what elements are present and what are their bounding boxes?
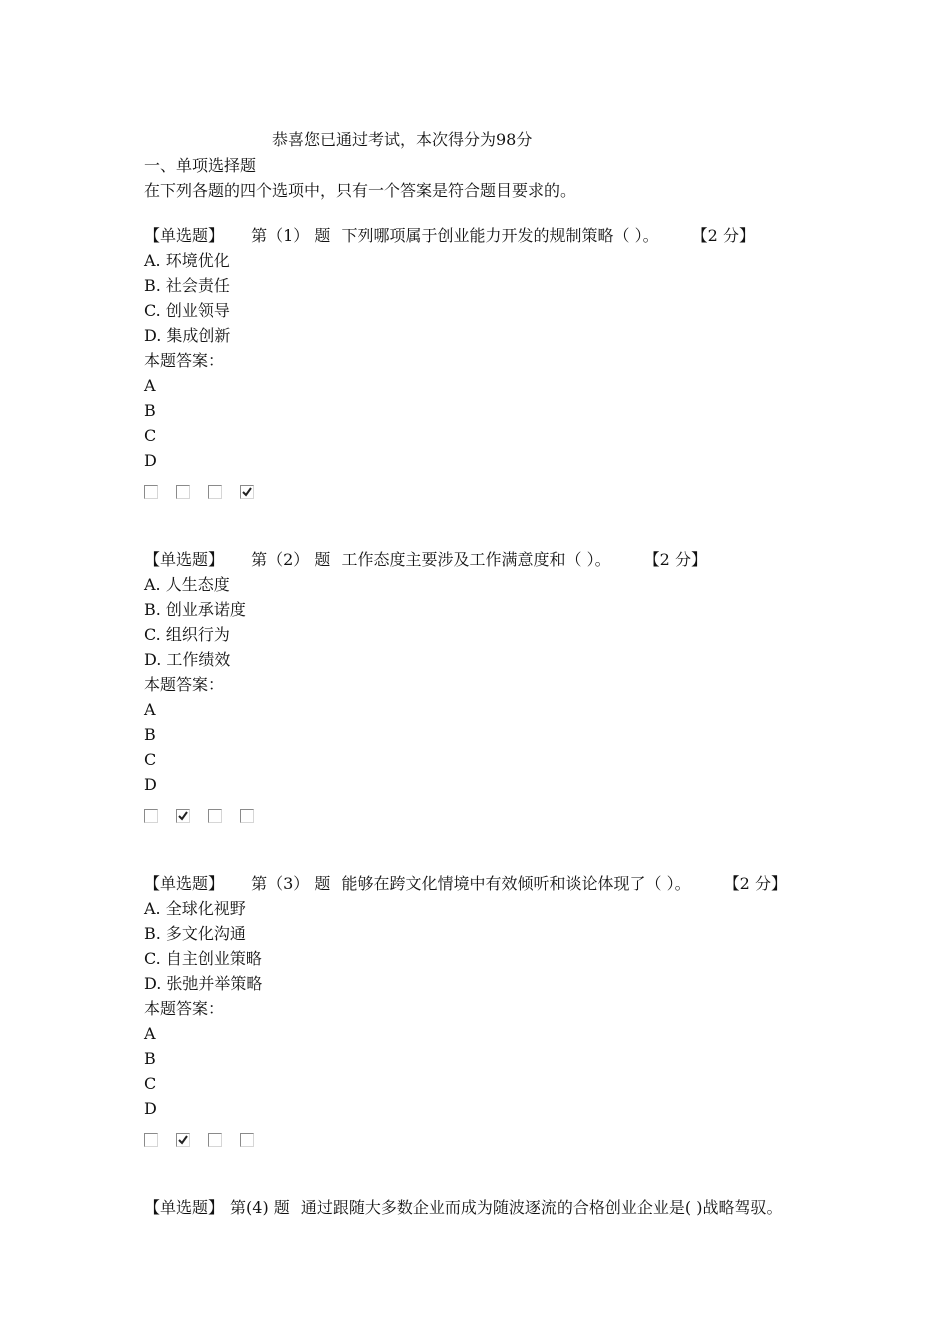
option-b: B. 多文化沟通 [144,924,246,943]
checkbox-a[interactable] [144,1133,158,1147]
answer-choice-c: C [144,426,157,445]
option-c: C. 创业领导 [144,301,230,320]
option-a: A. 人生态度 [144,575,230,594]
checkbox-d[interactable] [240,809,254,823]
checkbox-c[interactable] [208,809,222,823]
question-score: 【2 分】 [643,550,707,569]
answer-choice-d: D [144,1099,157,1118]
answer-choice-b: B [144,401,156,420]
question-number: 第（1） 题 [251,226,331,245]
answer-choice-c: C [144,1074,157,1093]
checkmark-icon [177,1134,189,1146]
checkbox-d[interactable] [240,485,254,499]
checkbox-d[interactable] [240,1133,254,1147]
section-title: 一、单项选择题 [144,156,257,175]
answer-choice-d: D [144,775,157,794]
section-description: 在下列各题的四个选项中，只有一个答案是符合题目要求的。 [144,181,577,200]
question-stem: 工作态度主要涉及工作满意度和（ ）。 [341,550,611,569]
answer-label: 本题答案： [144,999,225,1018]
question-2 [144,547,904,825]
checkbox-b[interactable] [176,485,190,499]
option-b: B. 社会责任 [144,276,230,295]
question-type: 【单选题】 [144,550,225,569]
question-header [144,547,904,572]
question-score: 【2 分】 [691,226,755,245]
question-1 [144,223,904,501]
answer-checkboxes [144,1133,904,1149]
answer-choice-b: B [144,1049,156,1068]
question-type: 【单选题】 [144,1198,225,1217]
checkmark-icon [241,486,253,498]
option-a: A. 全球化视野 [144,899,246,918]
option-d: D. 张弛并举策略 [144,974,263,993]
answer-choice-d: D [144,451,157,470]
answer-choice-b: B [144,725,156,744]
answer-choice-a: A [144,376,156,395]
question-score: 【2 分】 [723,874,787,893]
answer-checkboxes [144,485,904,501]
option-d: D. 集成创新 [144,326,231,345]
question-stem: 下列哪项属于创业能力开发的规制策略（ ）。 [341,226,659,245]
result-banner: 恭喜您已通过考试，本次得分为98分 [272,130,533,149]
option-a: A. 环境优化 [144,251,230,270]
question-type: 【单选题】 [144,226,225,245]
checkmark-icon [177,810,189,822]
answer-choice-c: C [144,750,157,769]
checkbox-c[interactable] [208,485,222,499]
checkbox-c[interactable] [208,1133,222,1147]
checkbox-b[interactable] [176,809,190,823]
option-c: C. 自主创业策略 [144,949,262,968]
option-d: D. 工作绩效 [144,650,231,669]
question-number: 第（3） 题 [251,874,331,893]
question-4-header [144,1195,782,1220]
answer-label: 本题答案： [144,351,225,370]
question-3 [144,871,904,1149]
option-c: C. 组织行为 [144,625,230,644]
answer-choice-a: A [144,700,156,719]
question-number: 第（2） 题 [251,550,331,569]
question-header [144,871,904,896]
checkbox-a[interactable] [144,809,158,823]
question-type: 【单选题】 [144,874,225,893]
question-number: 第(4) 题 [230,1198,290,1217]
checkbox-b[interactable] [176,1133,190,1147]
answer-choice-a: A [144,1024,156,1043]
question-stem: 能够在跨文化情境中有效倾听和谈论体现了（ ）。 [341,874,691,893]
answer-label: 本题答案： [144,675,225,694]
question-stem: 通过跟随大多数企业而成为随波逐流的合格创业企业是( )战略驾驭。 [300,1198,783,1217]
answer-checkboxes [144,809,904,825]
option-b: B. 创业承诺度 [144,600,246,619]
checkbox-a[interactable] [144,485,158,499]
question-header [144,223,904,248]
